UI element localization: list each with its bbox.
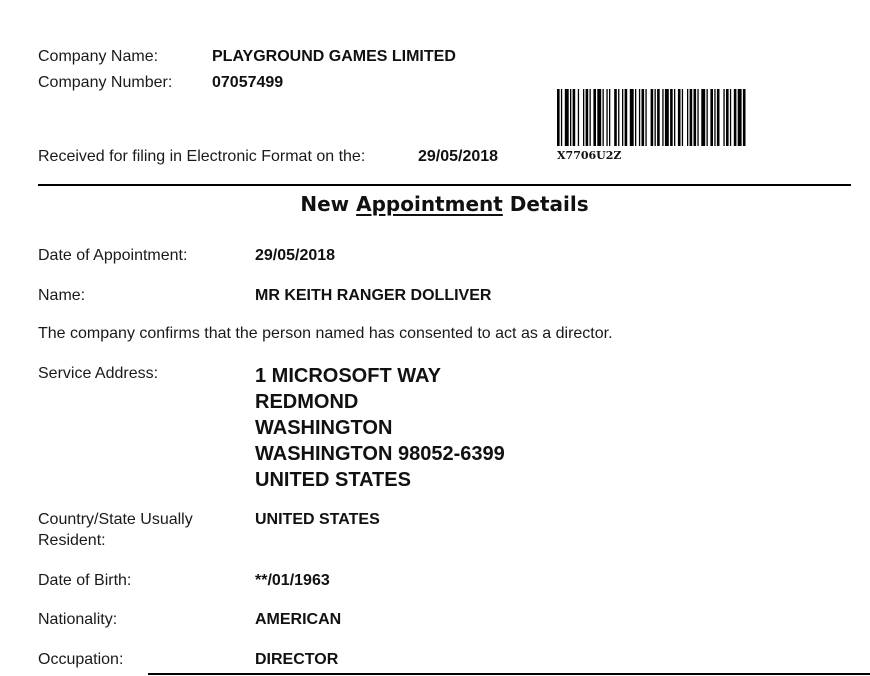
dob-value: **/01/1963 xyxy=(255,572,330,589)
nationality-value: AMERICAN xyxy=(255,611,342,628)
bottom-divider xyxy=(148,673,870,675)
address-line: WASHINGTON xyxy=(255,417,393,439)
company-name-value: PLAYGROUND GAMES LIMITED xyxy=(212,48,456,65)
header-divider xyxy=(38,184,851,186)
received-label: Received for filing in Electronic Format on the: xyxy=(38,148,366,165)
received-date: 29/05/2018 xyxy=(418,148,499,165)
service-address-label: Service Address: xyxy=(38,365,159,382)
dob-label: Date of Birth: xyxy=(38,572,132,589)
residence-value: UNITED STATES xyxy=(255,511,380,528)
barcode-image xyxy=(557,89,842,146)
barcode-text: X7706U2Z xyxy=(557,149,622,162)
company-name-label: Company Name: xyxy=(38,48,159,65)
residence-label-line1: Country/State Usually xyxy=(38,511,193,528)
title-part-details: Details xyxy=(509,192,589,216)
consent-statement: The company confirms that the person named has consented to act as a director. xyxy=(38,325,613,342)
address-line: 1 MICROSOFT WAY xyxy=(255,365,441,387)
address-line: REDMOND xyxy=(255,391,359,413)
name-value: MR KEITH RANGER DOLLIVER xyxy=(255,287,492,304)
service-address-block xyxy=(255,363,505,493)
occupation-value: DIRECTOR xyxy=(255,651,339,668)
appointment-date-label: Date of Appointment: xyxy=(38,247,188,264)
occupation-label: Occupation: xyxy=(38,651,124,668)
appointment-date-value: 29/05/2018 xyxy=(255,247,336,264)
company-number-label: Company Number: xyxy=(38,74,173,91)
title-part-appointment: Appointment xyxy=(356,192,503,216)
address-line: UNITED STATES xyxy=(255,469,411,491)
title-part-new: New xyxy=(300,192,350,216)
address-line: WASHINGTON 98052-6399 xyxy=(255,443,505,465)
page-title xyxy=(38,192,851,216)
nationality-label: Nationality: xyxy=(38,611,118,628)
company-number-value: 07057499 xyxy=(212,74,284,91)
name-label: Name: xyxy=(38,287,86,304)
residence-label-line2: Resident: xyxy=(38,532,106,549)
